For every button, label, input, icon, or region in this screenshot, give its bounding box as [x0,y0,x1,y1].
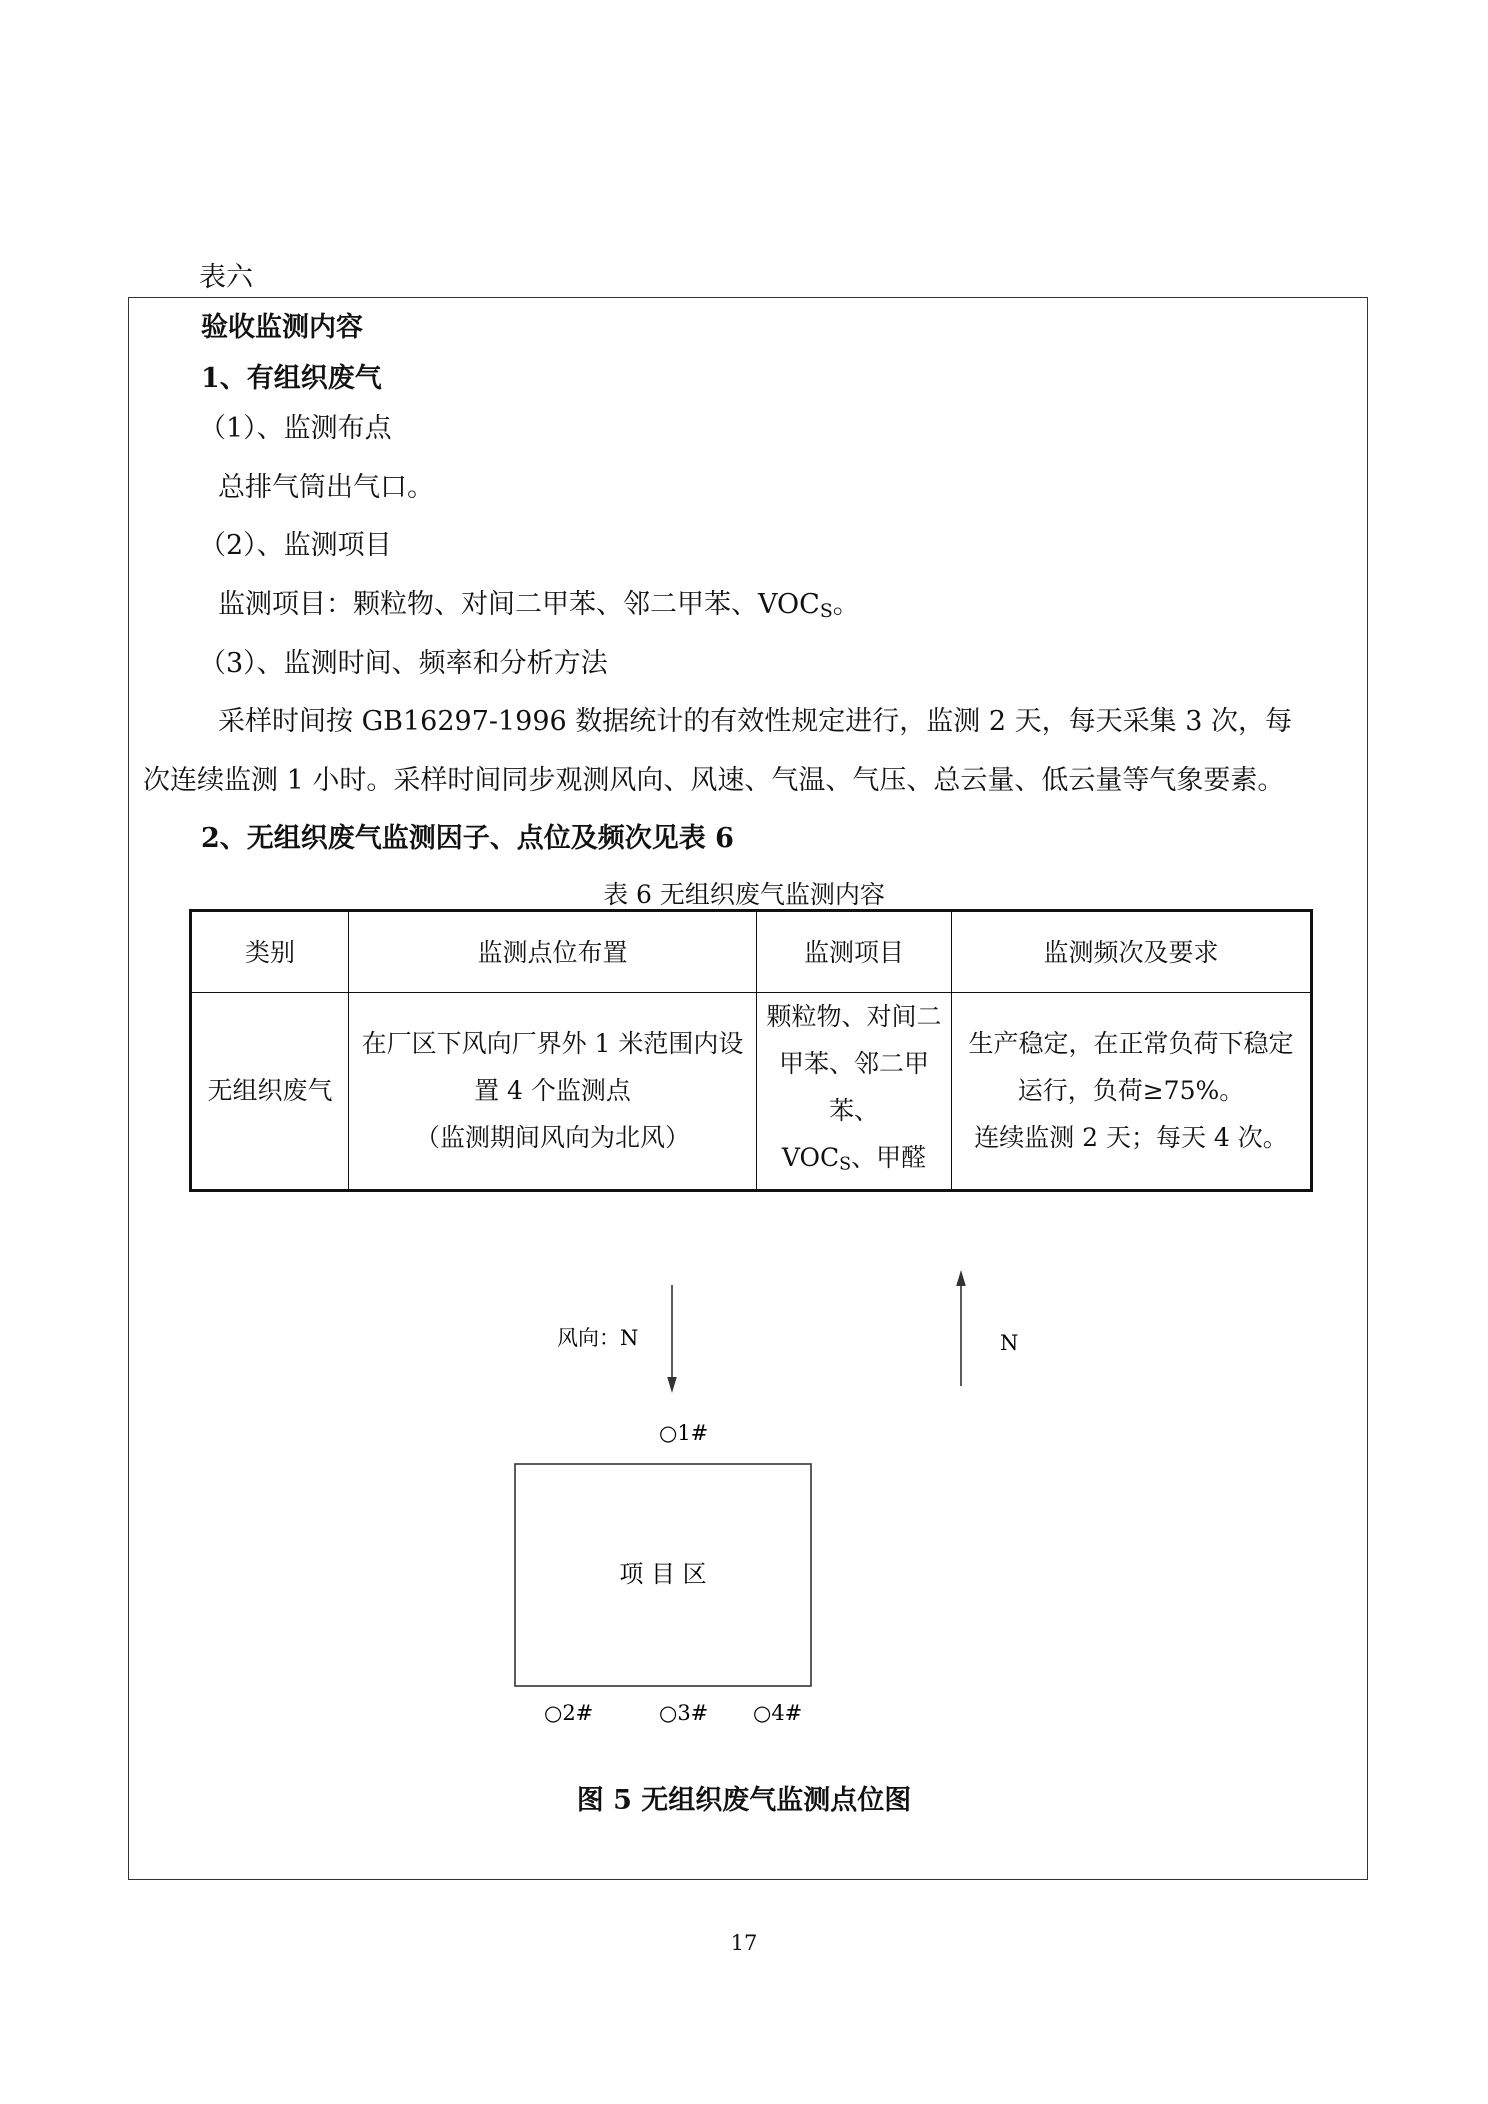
cell-line: 运行，负荷≥75%。 [1017,1076,1245,1106]
cell-category: 无组织废气 [191,993,349,1191]
monitoring-point-4: ○4# [753,1701,803,1725]
cell-line: 置 4 个监测点 [474,1076,631,1106]
table-label: 表六 [199,262,253,293]
subheading-monitoring-points: （1）、监测布点 [199,413,392,444]
page-number: 17 [730,1931,758,1955]
heading-fugitive-emissions: 2、无组织废气监测因子、点位及频次见表 6 [201,823,734,854]
section-title: 验收监测内容 [201,312,363,343]
table-caption: 表 6 无组织废气监测内容 [603,880,885,909]
header-frequency: 监测频次及要求 [952,911,1312,993]
project-area-label: 项 目 区 [619,1560,707,1588]
cell-line: （监测期间风向为北风） [414,1123,690,1153]
cell-line: 在厂区下风向厂界外 1 米范围内设 [361,1029,744,1059]
header-category: 类别 [191,911,349,993]
subheading-monitoring-time: （3）、监测时间、频率和分析方法 [199,648,608,679]
cell-line: 甲苯、邻二甲苯、 [778,1049,929,1125]
paragraph-sampling-line1: 采样时间按 GB16297-1996 数据统计的有效性规定进行，监测 2 天，每天采集 3 次，每 [218,706,1292,737]
cell-line: 生产稳定，在正常负荷下稳定 [968,1029,1294,1059]
cell-line: 颗粒物、对间二 [766,1002,942,1031]
wind-label: 风向：N [557,1326,639,1350]
paragraph-sampling-line2: 次连续监测 1 小时。采样时间同步观测风向、风速、气温、气压、总云量、低云量等气象要素。 [143,765,1285,796]
north-label: N [1000,1331,1019,1355]
figure-caption: 图 5 无组织废气监测点位图 [576,1785,912,1816]
header-point-layout: 监测点位布置 [349,911,757,993]
header-items: 监测项目 [757,911,952,993]
cell-line: 连续监测 2 天；每天 4 次。 [974,1123,1288,1153]
cell-line: $VOC_S$、甲醛 [781,1143,927,1175]
monitoring-point-3: ○3# [659,1701,709,1725]
heading-organized-emissions: 1、有组织废气 [201,363,382,394]
monitoring-point-1: ○1# [659,1421,709,1445]
paragraph-monitoring-items: 监测项目：颗粒物、对间二甲苯、邻二甲苯、$VOC_S$。 [218,589,860,622]
paragraph-monitoring-points: 总排气筒出气口。 [218,472,434,503]
monitoring-point-2: ○2# [544,1701,594,1725]
subheading-monitoring-items: （2）、监测项目 [199,530,392,561]
